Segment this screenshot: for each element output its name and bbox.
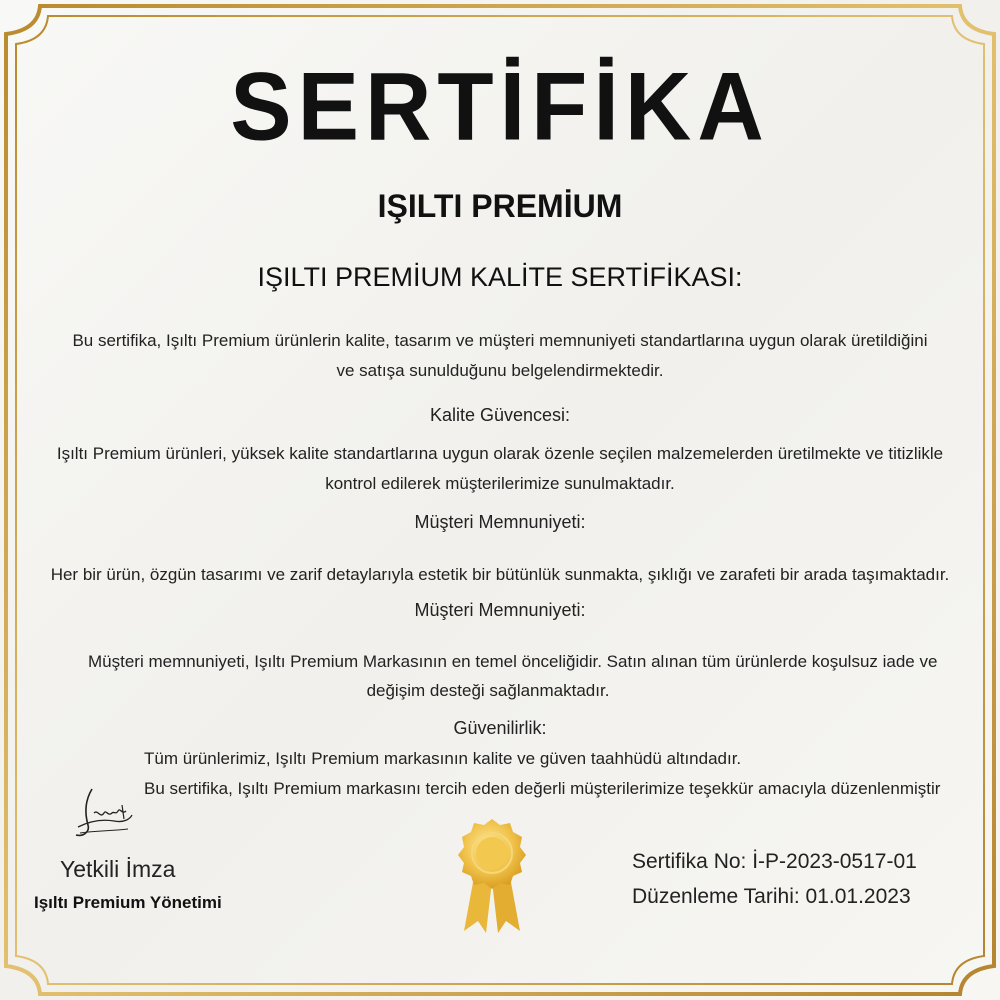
- section-heading-reliability: Güvenilirlik:: [453, 718, 547, 738]
- section-satisfaction-2-line-2: değişim desteği sağlanmaktadır.: [366, 681, 610, 700]
- section-heading-quality: Kalite Güvencesi:: [429, 405, 571, 425]
- intro-line-1: Bu sertifika, Işıltı Premium ürünlerin kalite, tasarım ve müşteri memnuniyeti standartlarına uygun olarak üretildiğini: [72, 331, 928, 350]
- brand-name: IŞILTI PREMİUM: [377, 188, 623, 224]
- signature-label: Yetkili İmza: [60, 856, 176, 882]
- intro-line-2: ve satışa sunulduğunu belgelendirmektedir.: [336, 361, 664, 380]
- certificate-title: SERTİFİKA: [230, 53, 770, 161]
- certificate-number: Sertifika No: İ-P-2023-0517-01: [632, 850, 917, 873]
- section-quality-line-2: kontrol edilerek müşterilerimize sunulmaktadır.: [325, 474, 675, 493]
- certificate-subtitle: IŞILTI PREMİUM KALİTE SERTİFİKASI:: [257, 262, 743, 292]
- section-quality-line-1: Işıltı Premium ürünleri, yüksek kalite standartlarına uygun olarak özenle seçilen malzemelerden üretilmekte ve titizlikle: [56, 444, 944, 463]
- issue-date: Düzenleme Tarihi: 01.01.2023: [632, 885, 911, 908]
- gold-seal-icon: [452, 815, 532, 935]
- signature-icon: [70, 785, 140, 845]
- section-satisfaction-line-1: Her bir ürün, özgün tasarımı ve zarif detaylarıyla estetik bir bütünlük sunmakta, şıklığı ve zarafeti bir arada taşımaktadır.: [50, 565, 950, 584]
- section-heading-satisfaction-2: Müşteri Memnuniyeti:: [414, 600, 586, 620]
- section-heading-satisfaction: Müşteri Memnuniyeti:: [414, 512, 586, 532]
- section-reliability-line-2: Bu sertifika, Işıltı Premium markasını tercih eden değerli müşterilerimize teşekkür amacıyla düzenlenmiştir: [144, 779, 941, 798]
- section-reliability-line-1: Tüm ürünlerimiz, Işıltı Premium markasının kalite ve güven taahhüdü altındadır.: [144, 749, 742, 768]
- section-satisfaction-2-line-1: Müşteri memnuniyeti, Işıltı Premium Markasının en temel önceliğidir. Satın alınan tüm ürünlerde koşulsuz iade ve: [88, 652, 938, 671]
- signature-organization: Işıltı Premium Yönetimi: [34, 893, 222, 912]
